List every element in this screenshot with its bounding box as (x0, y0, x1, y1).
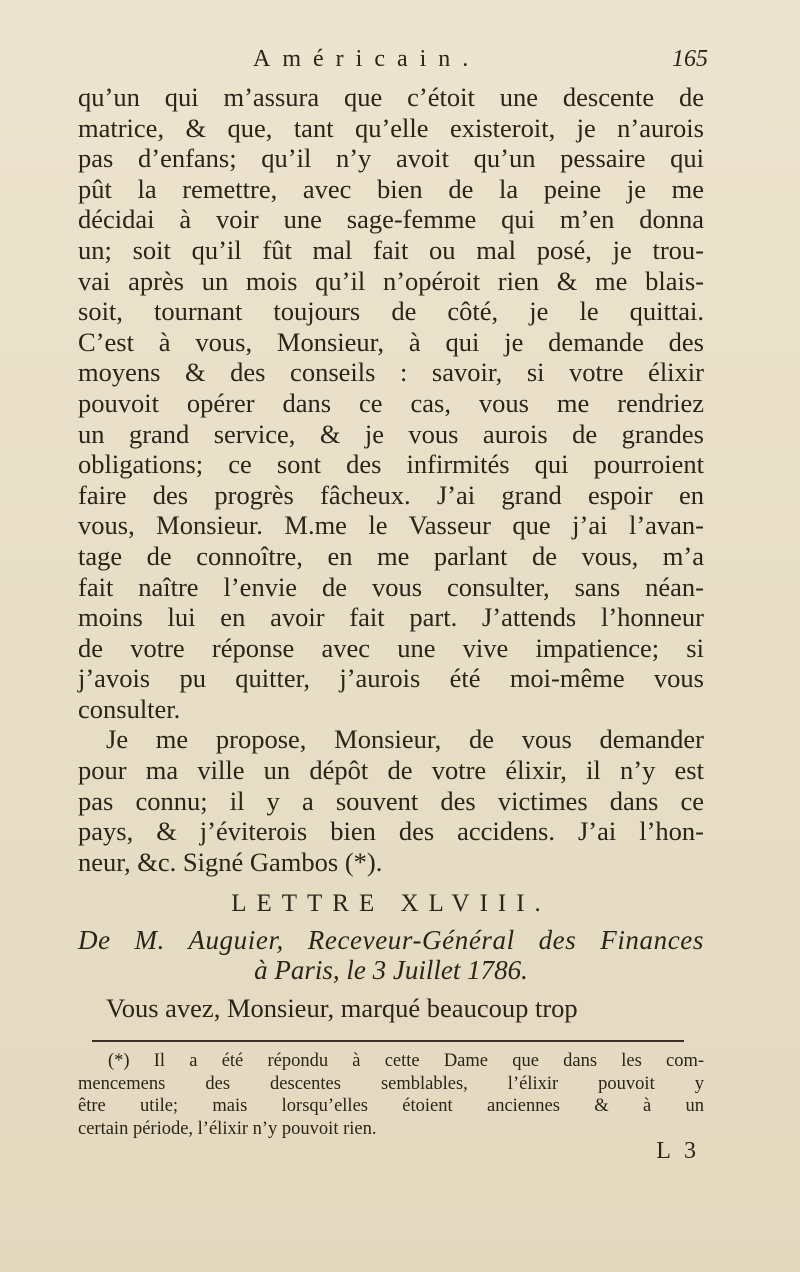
footnote-rule (92, 1040, 684, 1042)
text-line: consulter. (78, 693, 181, 724)
text-line: vai après un mois qu’il n’opéroit rien & me blais- (78, 265, 704, 296)
footnote-line: mencemens des descentes semblables, l’élixir pouvoit y (78, 1073, 704, 1094)
letter-address (78, 925, 704, 985)
text-line: tage de connoître, en me parlant de vous, m’a (78, 540, 704, 571)
page-number: 165 (672, 46, 708, 72)
letter-heading: LETTRE XLVIII. (231, 890, 551, 918)
footnote-line: certain période, l’élixir n’y pouvoit rien. (78, 1118, 377, 1139)
signature-mark: L 3 (656, 1138, 700, 1165)
text-line: moyens & des conseils : savoir, si votre élixir (78, 357, 704, 388)
text-line: C’est à vous, Monsieur, à qui je demande des (78, 326, 704, 357)
text-line: obligations; ce sont des infirmités qui pourroient (78, 449, 704, 480)
running-title: Américain. (253, 46, 481, 72)
text-line: qu’un qui m’assura que c’étoit une descente de (78, 82, 704, 112)
address-line: De M. Auguier, Receveur-Général des Finances (78, 925, 704, 956)
text-line: moins lui en avoir fait part. J’attends l’honneur (78, 602, 704, 633)
text-line: Je me propose, Monsieur, de vous demander (106, 724, 704, 755)
text-line: pouvoit opérer dans ce cas, vous me rendriez (78, 387, 704, 418)
text-line: pas connu; il y a souvent des victimes dans ce (78, 785, 704, 816)
address-line: à Paris, le 3 Juillet 1786. (254, 955, 528, 986)
text-line: un; soit qu’il fût mal fait ou mal posé, je trou- (78, 234, 704, 265)
text-line: fait naître l’envie de vous consulter, sans néan- (78, 571, 704, 602)
text-line: j’avois pu quitter, j’aurois été moi-même vous (78, 663, 704, 694)
text-line: décidai à voir une sage-femme qui m’en donna (78, 204, 704, 235)
text-line: neur, &c. Signé Gambos (*). (78, 846, 383, 877)
footnote-line: (*) Il a été répondu à cette Dame que dans les com- (108, 1051, 704, 1072)
text-line: vous, Monsieur. M.me le Vasseur que j’ai l’avan- (78, 510, 704, 541)
text-line: pas d’enfans; qu’il n’y avoit qu’un pessaire qui (78, 143, 704, 174)
text-line: matrice, & que, tant qu’elle existeroit, je n’aurois (78, 112, 704, 143)
footnote-line: être utile; mais lorsqu’elles étoient anciennes & à un (78, 1096, 704, 1117)
text-line: soit, tournant toujours de côté, je le quittai. (78, 296, 704, 327)
running-head (78, 42, 708, 82)
text-line: de votre réponse avec une vive impatience; si (78, 632, 704, 663)
text-line: pût la remettre, avec bien de la peine je me (78, 173, 704, 204)
text-line: pour ma ville un dépôt de votre élixir, il n’y est (78, 755, 704, 786)
footnote (78, 1050, 704, 1140)
body-paragraph-1 (78, 82, 704, 724)
text-line: un grand service, & je vous aurois de grandes (78, 418, 704, 449)
body-paragraph-2 (78, 724, 704, 877)
text-line: faire des progrès fâcheux. J’ai grand espoir en (78, 479, 704, 510)
letter-opening: Vous avez, Monsieur, marqué beaucoup trop (106, 993, 578, 1024)
text-line: pays, & j’éviterois bien des accidens. J’ai l’hon- (78, 816, 704, 847)
